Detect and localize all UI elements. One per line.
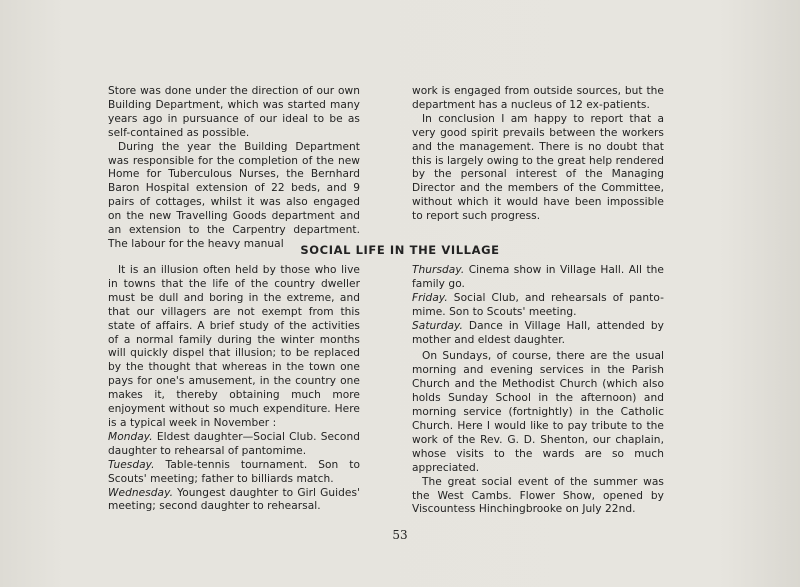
page-number: 53 [392, 528, 408, 542]
day-entry [108, 459, 360, 487]
day-entry [108, 487, 360, 515]
day-label: Monday. [108, 430, 153, 443]
day-text: Social Club, and rehearsals of panto-mime. Son to Scouts' meeting. [412, 291, 664, 318]
paragraph: work is engaged from outside sources, but the department has a nucleus of 12 ex-patients. [412, 85, 664, 111]
day-text: Youngest daughter to Girl Guides' meeting; second daughter to rehearsal. [108, 486, 360, 513]
day-entry [108, 431, 360, 459]
day-text: Cinema show in Village Hall. All the family go. [412, 264, 664, 290]
text-column-top-left [108, 85, 360, 252]
paragraph: In conclusion I am happy to report that a very good spirit prevails between the workers and the management. There is no doubt that this is largely owing to the great help rendered by the personal interest of the Managing Director and the members of the Committee, without which it would have been impossible to report such progress. [412, 112, 664, 223]
paragraph: During the year the Building Department was responsible for the completion of the new Home for Tuberculous Nurses, the Bernhard Baron Hospital extension of 22 beds, and 9 pairs of cottages, whilst it was also engaged on the new Travelling Goods department and an extension to the Carpentry department. The labour for the heavy manual [108, 140, 360, 250]
text-column-bottom-left [108, 264, 360, 514]
paragraph: The great social event of the summer was the West Cambs. Flower Show, opened by Viscountess Hinchingbrooke on July 22nd. [412, 475, 664, 516]
day-label: Wednesday. [108, 486, 173, 499]
day-text: Dance in Village Hall, attended by mother and eldest daughter. [412, 319, 664, 346]
day-text: Table-tennis tournament. Son to Scouts' meeting; father to billiards match. [108, 458, 360, 485]
paragraph: It is an illusion often held by those who live in towns that the life of the country dweller must be dull and boring in the extreme, and that our villagers are not exempt from this state of affairs. A brief study of the activities of a normal family during the winter months will quickly dispel that illusion; to be replaced by the thought that whereas in the town one pays for one's amusement, in the country one makes it, thereby obtaining much more enjoyment without so much expenditure. Here is a typical week in November : [108, 264, 360, 429]
day-label: Thursday. [412, 264, 465, 276]
text-column-bottom-right [412, 264, 664, 517]
day-entry [412, 264, 664, 292]
day-entry [412, 292, 664, 320]
day-label: Saturday. [412, 319, 463, 332]
day-text: Eldest daughter—Social Club. Second daughter to rehearsal of pantomime. [108, 430, 360, 457]
text-column-top-right [412, 85, 664, 224]
paragraph: On Sundays, of course, there are the usual morning and evening services in the Parish Church and the Methodist Church (which also holds Sunday School in the afternoon) and morning service (fortnightly) in the Catholic Church. Here I would like to pay tribute to the work of the Rev. G. D. Shenton, our chaplain, whose visits to the wards are so much appreciated. [412, 350, 664, 474]
section-heading: SOCIAL LIFE IN THE VILLAGE [300, 243, 500, 257]
day-entry [412, 320, 664, 348]
paragraph: Store was done under the direction of our own Building Department, which was started many years ago in pursuance of our ideal to be as self-contained as possible. [108, 85, 360, 139]
day-label: Friday. [412, 291, 448, 304]
day-label: Tuesday. [108, 458, 155, 471]
